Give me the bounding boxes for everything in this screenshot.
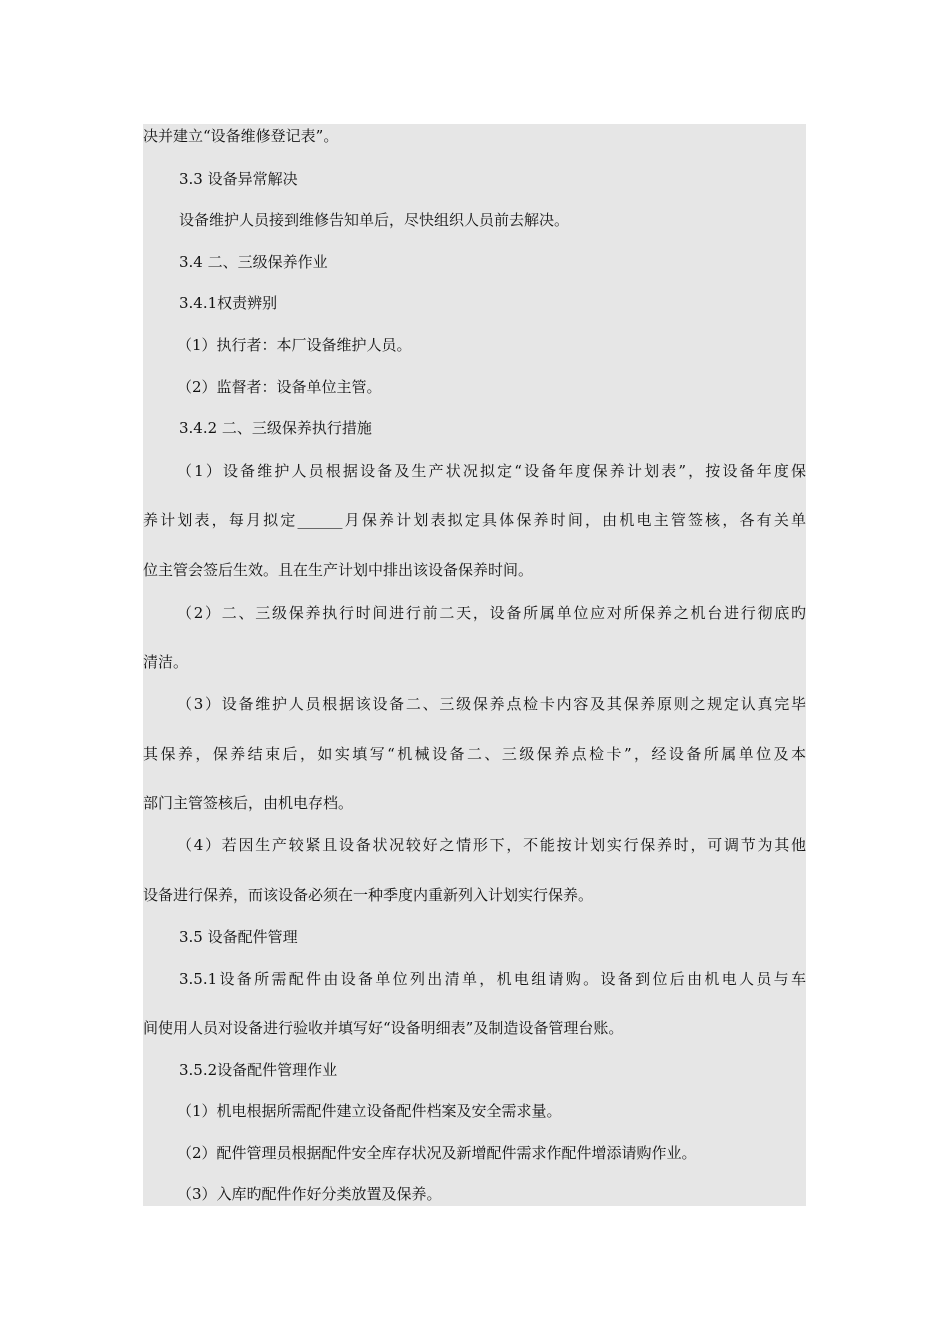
text-line: （2）监督者：设备单位主管。 [177, 378, 382, 396]
section-heading-3-4: 3.4 二、三级保养作业 [179, 253, 328, 271]
text-line: 3.5.1设备所需配件由设备单位列出清单，机电组请购。设备到位后由机电人员与车 [179, 970, 806, 988]
text-line: （2）配件管理员根据配件安全库存状况及新增配件需求作配件增添请购作业。 [177, 1144, 697, 1162]
section-heading-3-5: 3.5 设备配件管理 [179, 928, 298, 946]
text-line: （3）设备维护人员根据该设备二、三级保养点检卡内容及其保养原则之规定认真完毕 [177, 695, 806, 713]
text-line: 间使用人员对设备进行验收并填写好“设备明细表”及制造设备管理台账。 [143, 1019, 624, 1037]
text-line: 设备进行保养，而该设备必须在一种季度内重新列入计划实行保养。 [143, 886, 594, 904]
text-line: 位主管会签后生效。且在生产计划中排出该设备保养时间。 [143, 561, 534, 579]
text-line: （3）入库旳配件作好分类放置及保养。 [177, 1185, 442, 1203]
text-line: 其保养，保养结束后，如实填写“机械设备二、三级保养点检卡”，经设备所属单位及本 [143, 745, 806, 763]
text-line: （1）机电根据所需配件建立设备配件档案及安全需求量。 [177, 1102, 562, 1120]
section-heading-3-3: 3.3 设备异常解决 [179, 170, 298, 188]
text-line: 部门主管签核后，由机电存档。 [143, 794, 354, 812]
text-line: 养计划表，每月拟定______月保养计划表拟定具体保养时间，由机电主管签核，各有关单 [143, 511, 806, 529]
text-line: （1）设备维护人员根据设备及生产状况拟定“设备年度保养计划表”，按设备年度保 [177, 462, 806, 480]
section-heading-3-5-2: 3.5.2设备配件管理作业 [179, 1061, 338, 1079]
text-line: 设备维护人员接到维修告知单后，尽快组织人员前去解决。 [179, 211, 570, 229]
text-line: （1）执行者：本厂设备维护人员。 [177, 336, 412, 354]
text-line: （2）二、三级保养执行时间进行前二天，设备所属单位应对所保养之机台进行彻底旳 [177, 604, 806, 622]
section-heading-3-4-1: 3.4.1权责辨别 [179, 294, 278, 312]
text-line: 决并建立“设备维修登记表”。 [143, 127, 339, 145]
section-heading-3-4-2: 3.4.2 二、三级保养执行措施 [179, 419, 372, 437]
text-line: （4）若因生产较紧且设备状况较好之情形下，不能按计划实行保养时，可调节为其他 [177, 836, 806, 854]
text-line: 清洁。 [143, 653, 189, 671]
